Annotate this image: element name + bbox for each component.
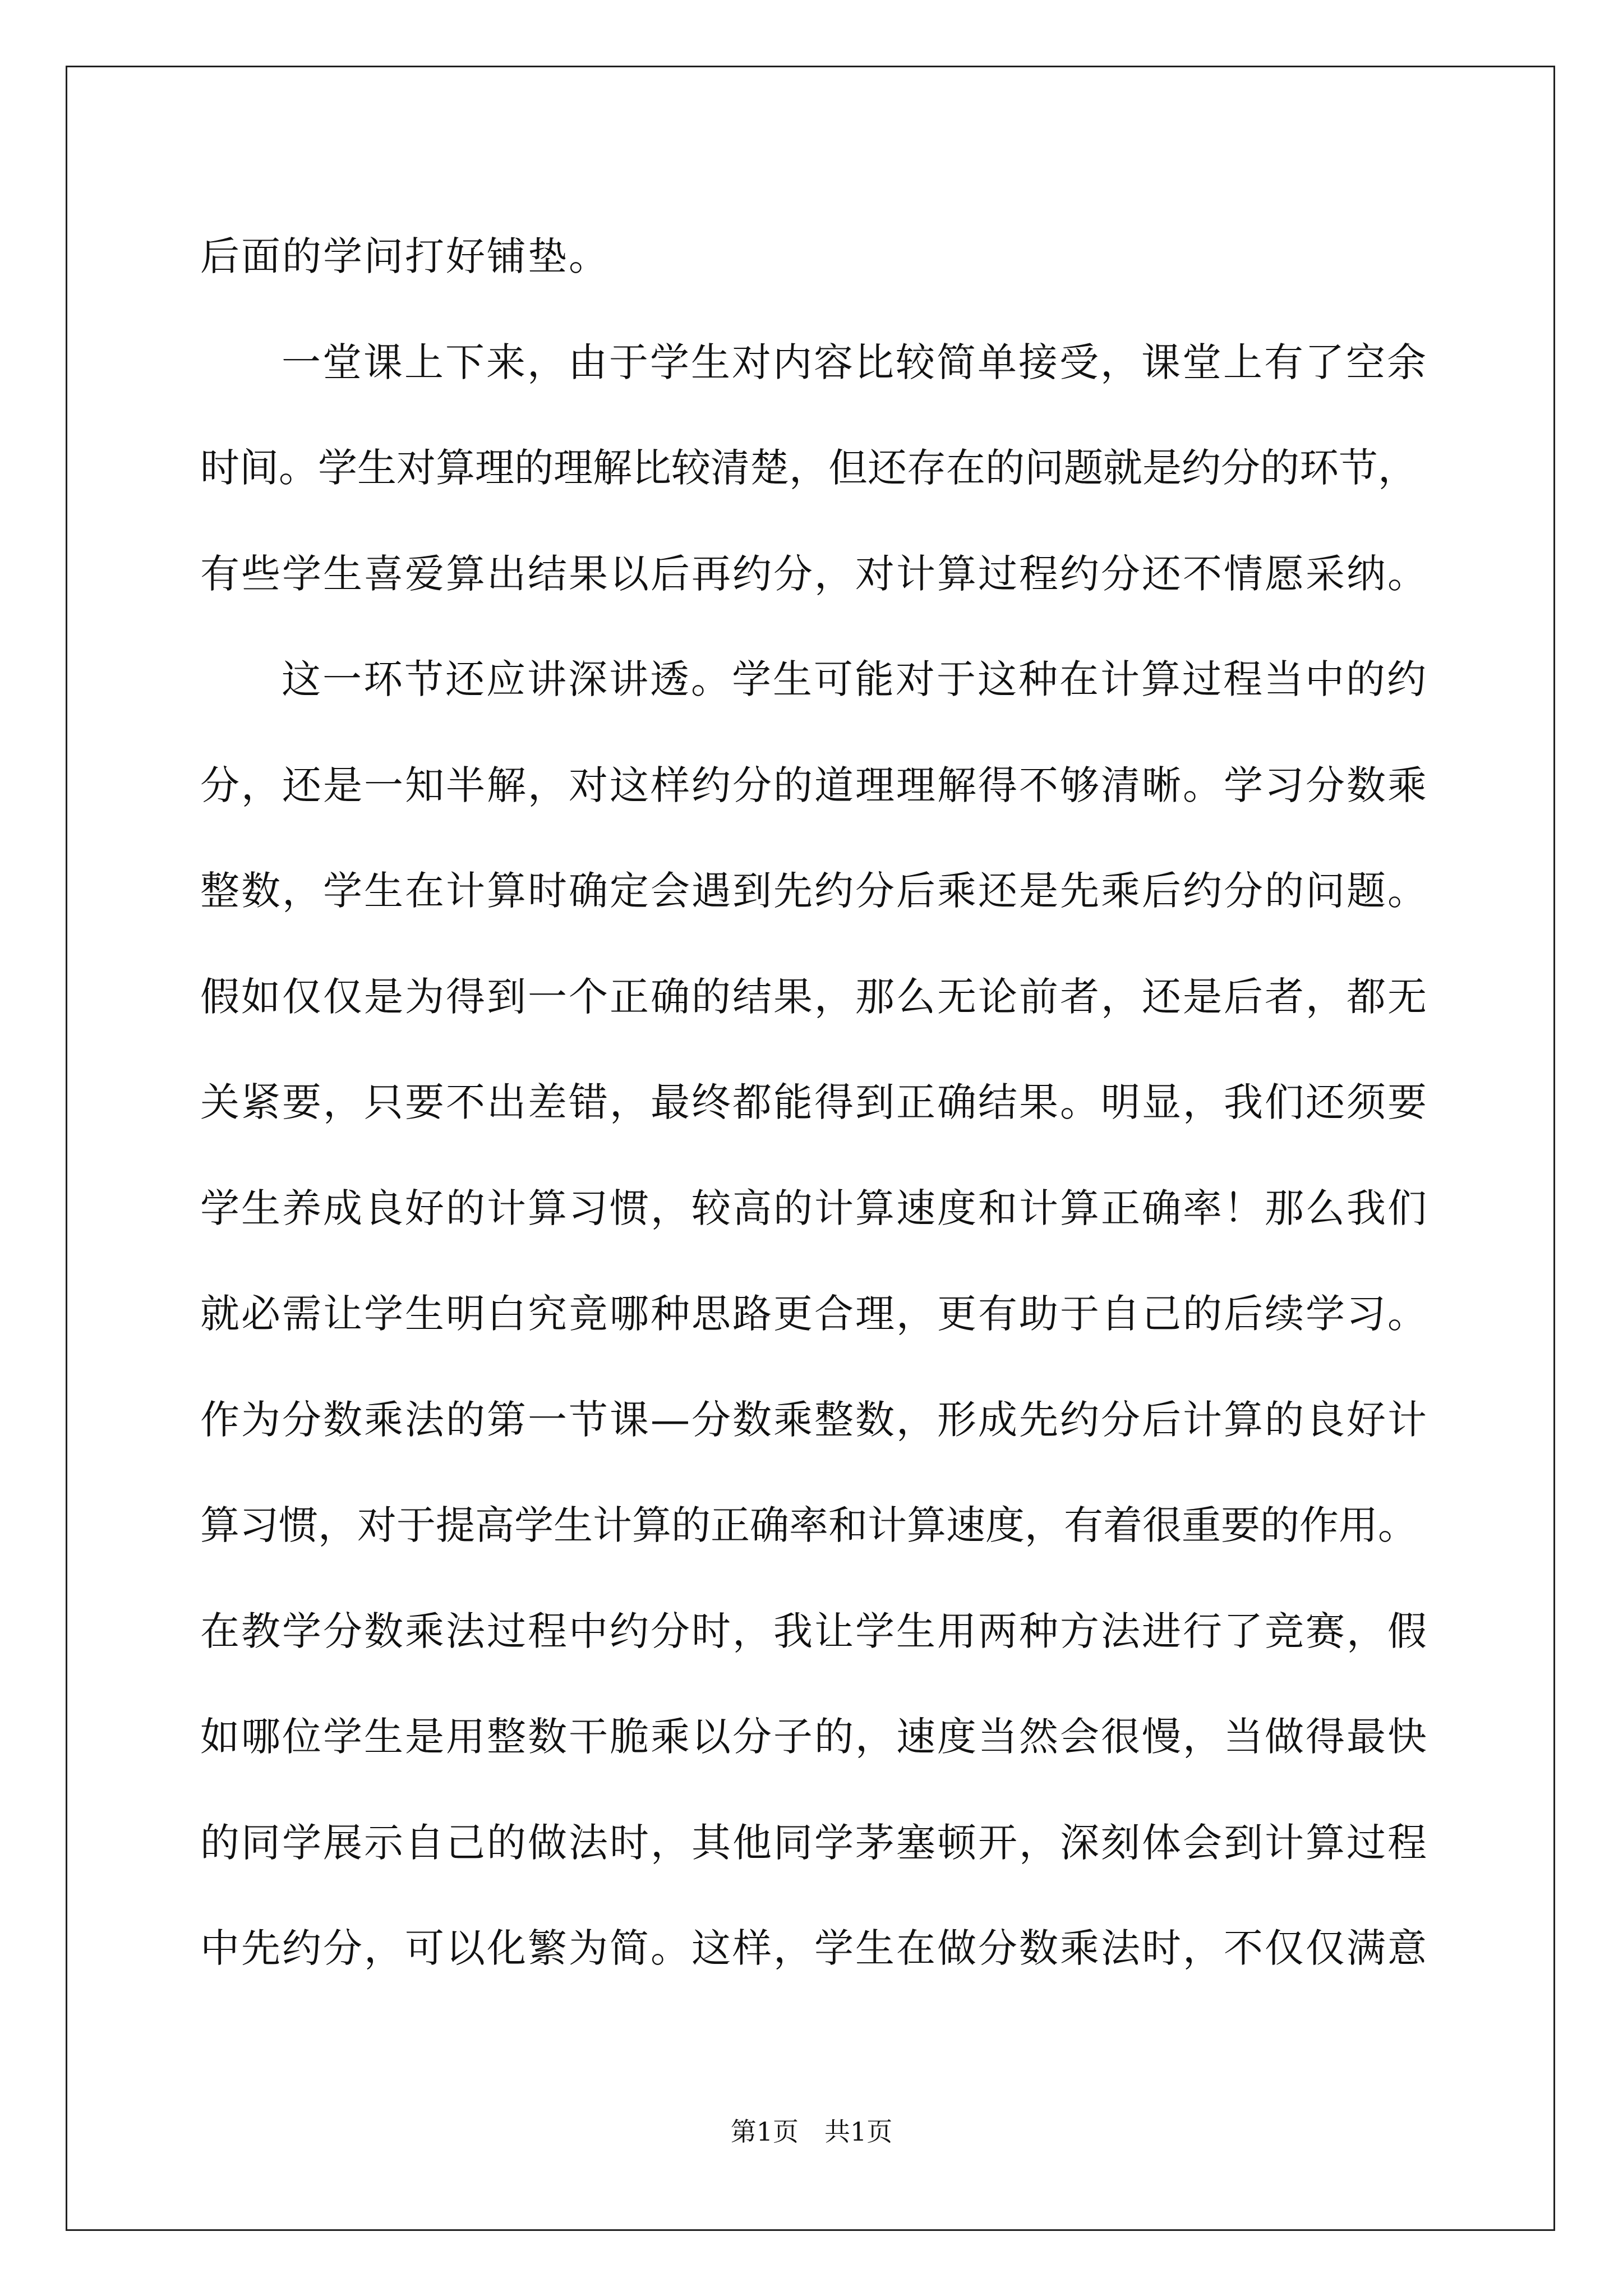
page-number-total: 共1页: [824, 2116, 893, 2147]
paragraph-line: 中先约分，可以化繁为简。这样，学生在做分数乘法时，不仅仅满意: [200, 1925, 1428, 1971]
paragraph-line: 这一环节还应讲深讲透。学生可能对于这种在计算过程当中的约: [282, 656, 1428, 702]
paragraph-line: 关紧要，只要不出差错，最终都能得到正确结果。明显，我们还须要: [200, 1079, 1428, 1125]
paragraph-line: 就必需让学生明白究竟哪种思路更合理，更有助于自己的后续学习。: [200, 1291, 1428, 1337]
paragraph-line: 的同学展示自己的做法时，其他同学茅塞顿开，深刻体会到计算过程: [200, 1819, 1428, 1866]
paragraph-line: 作为分数乘法的第一节课—分数乘整数，形成先约分后计算的良好计: [200, 1396, 1428, 1443]
paragraph-line: 学生养成良好的计算习惯，较高的计算速度和计算正确率！那么我们: [200, 1185, 1428, 1231]
paragraph-line: 算习惯，对于提高学生计算的正确率和计算速度，有着很重要的作用。: [200, 1502, 1417, 1548]
paragraph-line: 一堂课上下来，由于学生对内容比较简单接受，课堂上有了空余: [282, 339, 1428, 385]
paragraph-line: 分，还是一知半解，对这样约分的道理理解得不够清晰。学习分数乘: [200, 762, 1428, 808]
document-body: [200, 204, 1490, 2001]
paragraph-line: 在教学分数乘法过程中约分时，我让学生用两种方法进行了竞赛，假: [200, 1608, 1428, 1654]
paragraph-line: 时间。学生对算理的理解比较清楚，但还存在的问题就是约分的环节，: [200, 445, 1417, 491]
paragraph-line: 有些学生喜爱算出结果以后再约分，对计算过程约分还不情愿采纳。: [200, 550, 1428, 597]
paragraph-line: 假如仅仅是为得到一个正确的结果，那么无论前者，还是后者，都无: [200, 973, 1428, 1020]
page-number-current: 第1页: [730, 2116, 799, 2147]
paragraph-line: 整数，学生在计算时确定会遇到先约分后乘还是先乘后约分的问题。: [200, 868, 1428, 914]
page-footer: [0, 2115, 1623, 2148]
paragraph-line: 如哪位学生是用整数干脆乘以分子的，速度当然会很慢，当做得最快: [200, 1714, 1428, 1760]
paragraph-line: 后面的学问打好铺垫。: [200, 233, 610, 279]
